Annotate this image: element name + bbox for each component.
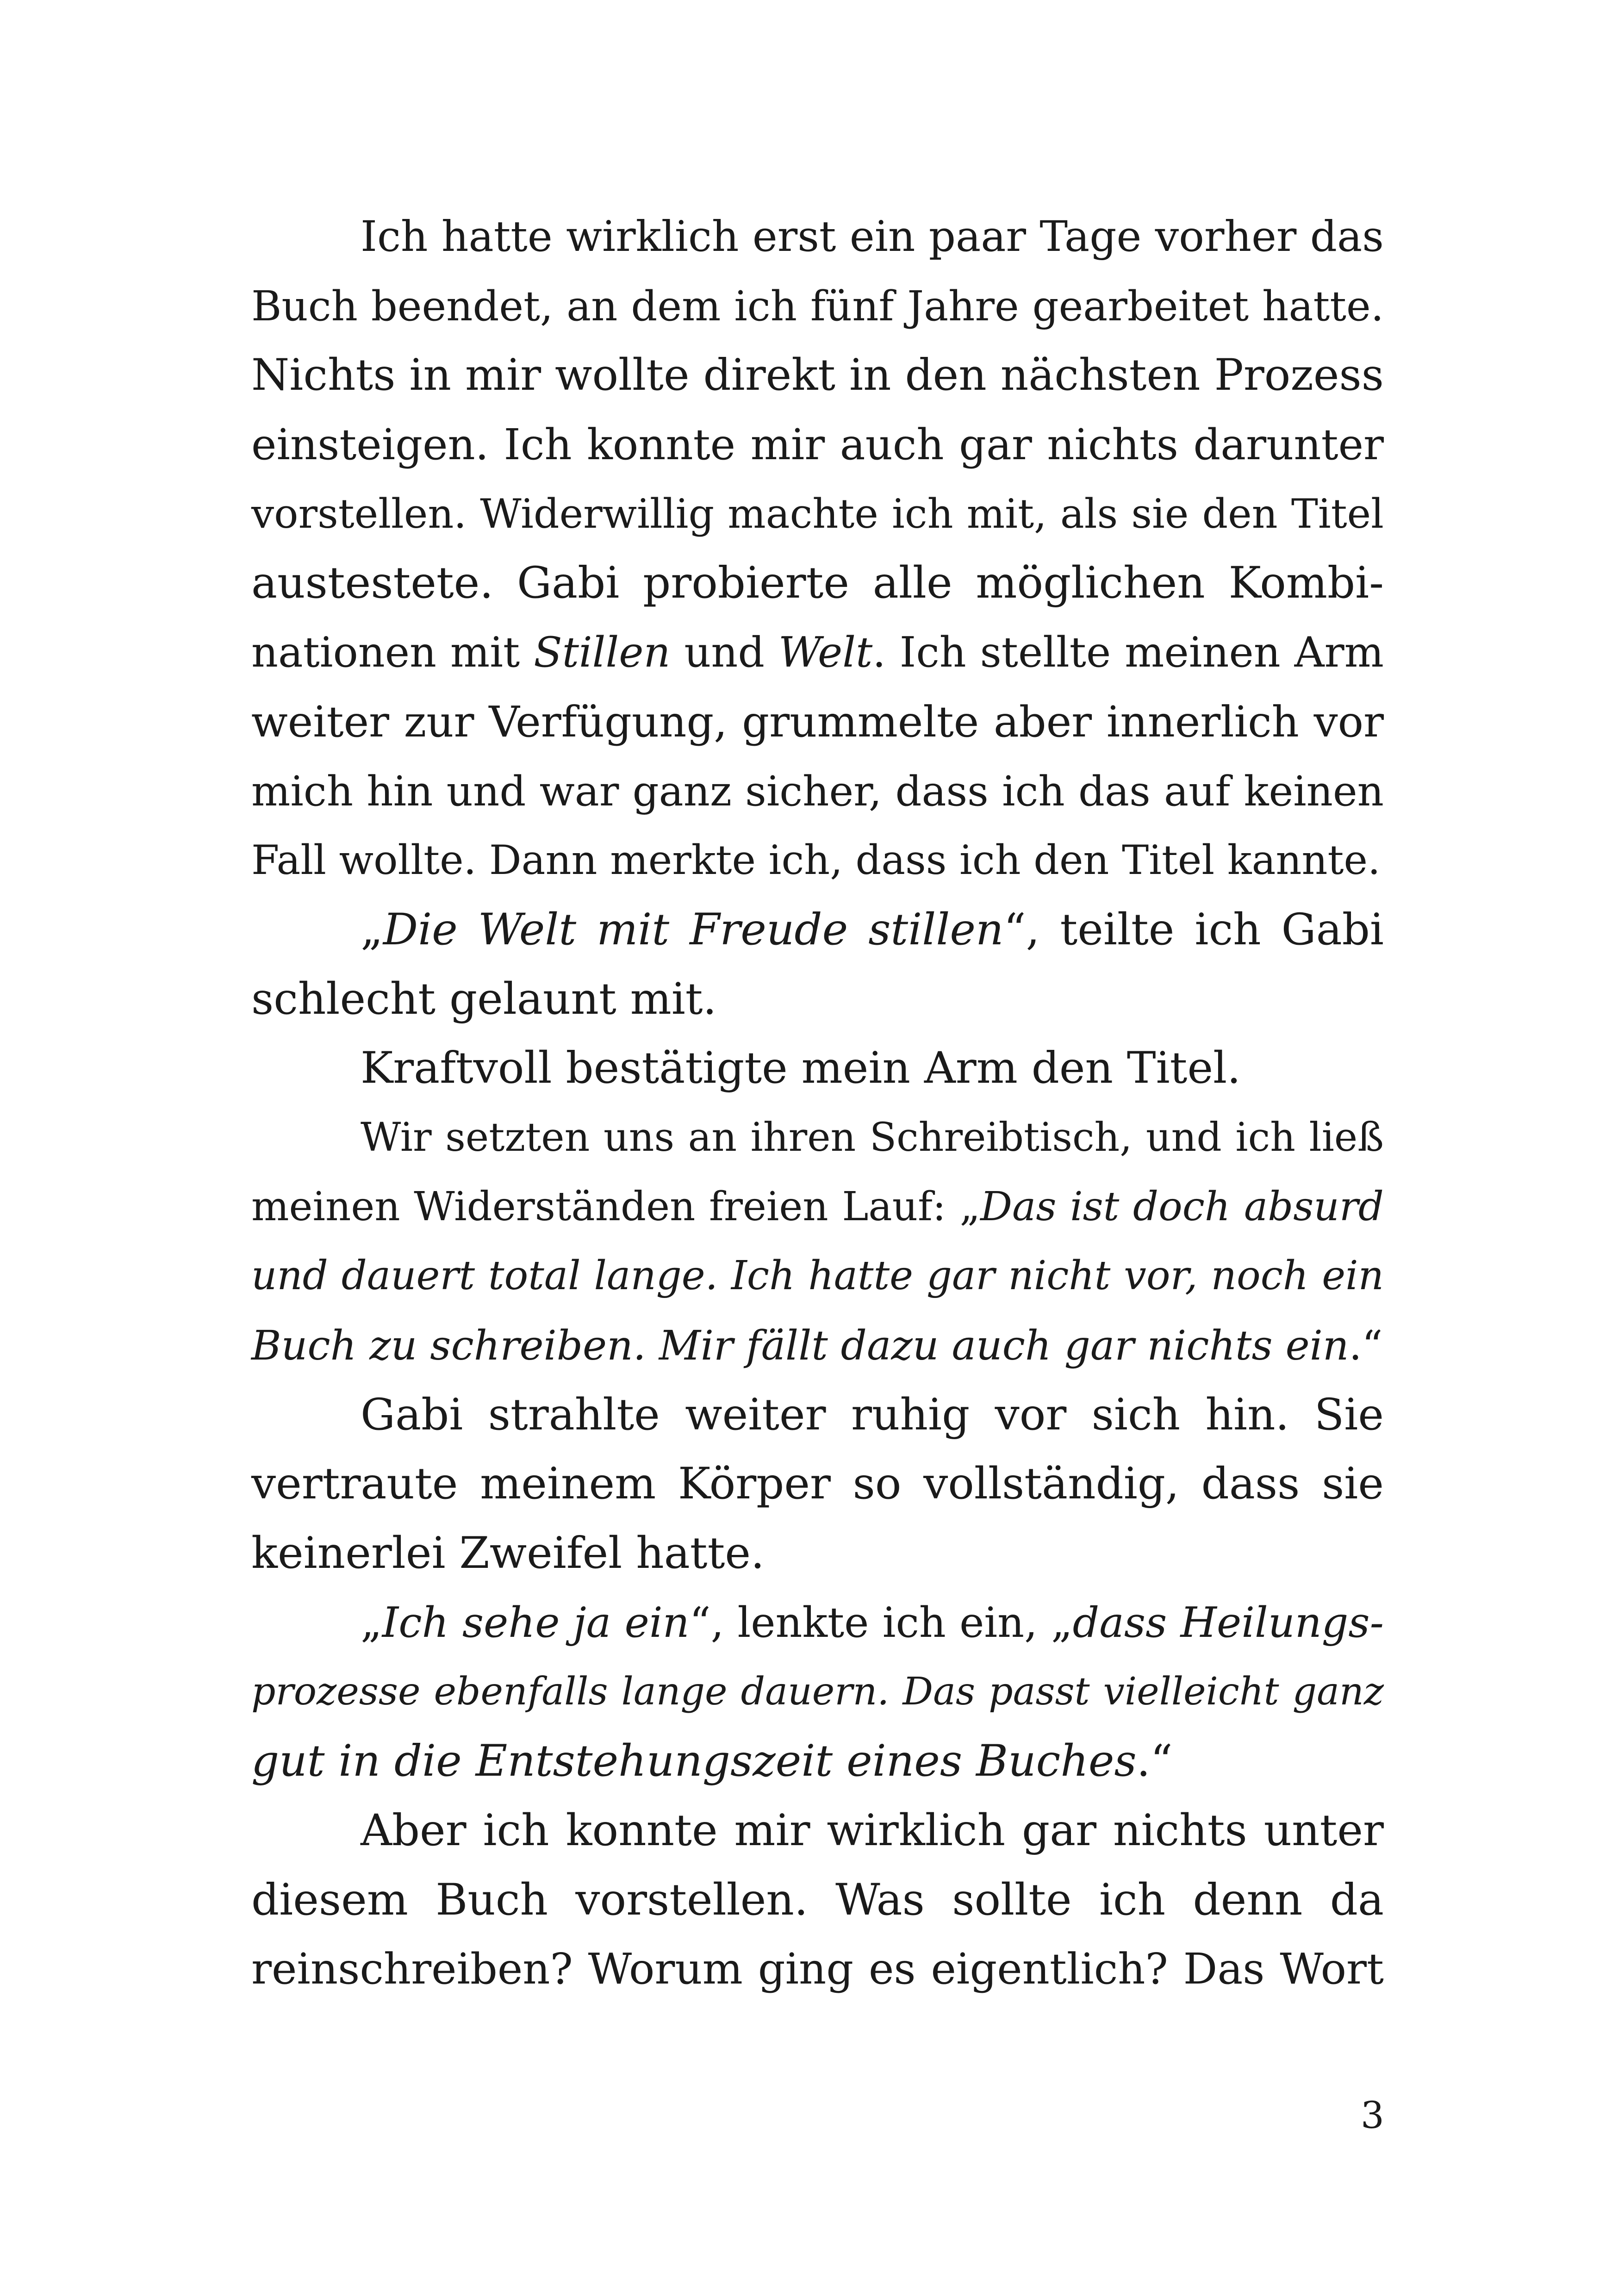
page-number: 3 [1361,2094,1384,2137]
text-run: diesem Buch vorstellen. Was sollte ich denn da [251,1874,1384,1925]
text-line [251,549,1384,618]
text-line [251,1796,1384,1866]
text-line [251,202,1384,272]
text-line [251,618,1384,687]
text-run: weiter zur Verfügung, grummelte aber innerlich vor [251,697,1384,747]
text-run: vorstellen. Widerwillig machte ich mit, als sie den Titel [251,490,1384,537]
text-run: nationen mit [251,628,534,677]
text-line [251,480,1384,549]
text-line [251,410,1384,480]
text-line [251,895,1384,965]
text-line [251,1657,1384,1727]
italic-text: prozesse ebenfalls lange dauern. Das passt vielleicht ganz [251,1670,1384,1714]
text-run: Fall wollte. Dann merkte ich, dass ich den Titel kannte. [251,836,1381,884]
italic-text: Buch zu schreiben. Mir fällt dazu auch gar nichts ein [251,1322,1349,1369]
text-run: vertraute meinem Körper so vollständig, dass sie [251,1459,1384,1510]
text-run: reinschreiben? Worum ging es eigentlich? Das Wort [251,1944,1384,1994]
text-line [251,965,1384,1034]
text-line [251,1588,1384,1658]
text-run: “, teilte ich Gabi [1003,904,1384,955]
text-line [251,826,1384,895]
text-line [251,1934,1384,2004]
body-text [251,202,1384,2004]
text-run: Ich hatte wirklich erst ein paar Tage vorher das [361,212,1384,261]
text-run: Nichts in mir wollte direkt in den nächsten Prozess [251,350,1384,401]
text-run: “, lenkte ich ein, „ [689,1598,1073,1647]
text-line [251,341,1384,410]
text-line [251,1727,1384,1796]
text-run: keinerlei Zweifel hatte. [251,1528,765,1579]
text-run: .“ [1349,1322,1383,1369]
text-run: schlecht gelaunt mit. [251,973,717,1024]
text-line [251,1519,1384,1588]
text-run: Kraftvoll bestätigte mein Arm den Titel. [361,1043,1241,1094]
text-run: Buch beendet, an dem ich fünf Jahre gearbeitet hatte. [251,281,1384,330]
italic-text: Welt [778,628,873,677]
italic-text: dass Heilungs- [1072,1598,1384,1647]
text-line [251,272,1384,341]
italic-text: gut in die Entstehungszeit eines Buches [251,1736,1137,1787]
italic-text: Stillen [534,628,671,677]
italic-text: Ich sehe ja ein [382,1598,690,1647]
text-line [251,1380,1384,1450]
text-line [251,757,1384,826]
text-run: „ [361,904,383,955]
italic-text: Das ist doch absurd [980,1183,1384,1230]
text-line [251,687,1384,757]
text-line [251,1034,1384,1103]
text-line [251,1866,1384,1935]
text-run: . Ich stellte meinen Arm [872,628,1384,677]
text-run: austestete. Gabi probierte alle möglichen Kombi- [251,558,1384,609]
text-line [251,1103,1384,1173]
text-run: einsteigen. Ich konnte mir auch gar nichts darunter [251,420,1384,470]
text-line [251,1242,1384,1311]
text-run: Gabi strahlte weiter ruhig vor sich hin. Sie [361,1389,1384,1440]
text-line [251,1311,1384,1380]
text-run: Aber ich konnte mir wirklich gar nichts unter [361,1805,1384,1856]
text-run: „ [361,1598,382,1647]
text-line [251,1173,1384,1242]
text-run: meinen Widerständen freien Lauf: „ [251,1183,981,1230]
text-run: mich hin und war ganz sicher, dass ich das auf keinen [251,767,1384,815]
italic-text: Die Welt mit Freude stillen [383,904,1004,955]
text-run: .“ [1136,1736,1173,1787]
text-line [251,1449,1384,1519]
italic-text: und dauert total lange. Ich hatte gar nicht vor, noch ein [251,1253,1384,1299]
text-run: Wir setzten uns an ihren Schreibtisch, und ich ließ [361,1114,1384,1160]
text-run: und [670,628,778,677]
